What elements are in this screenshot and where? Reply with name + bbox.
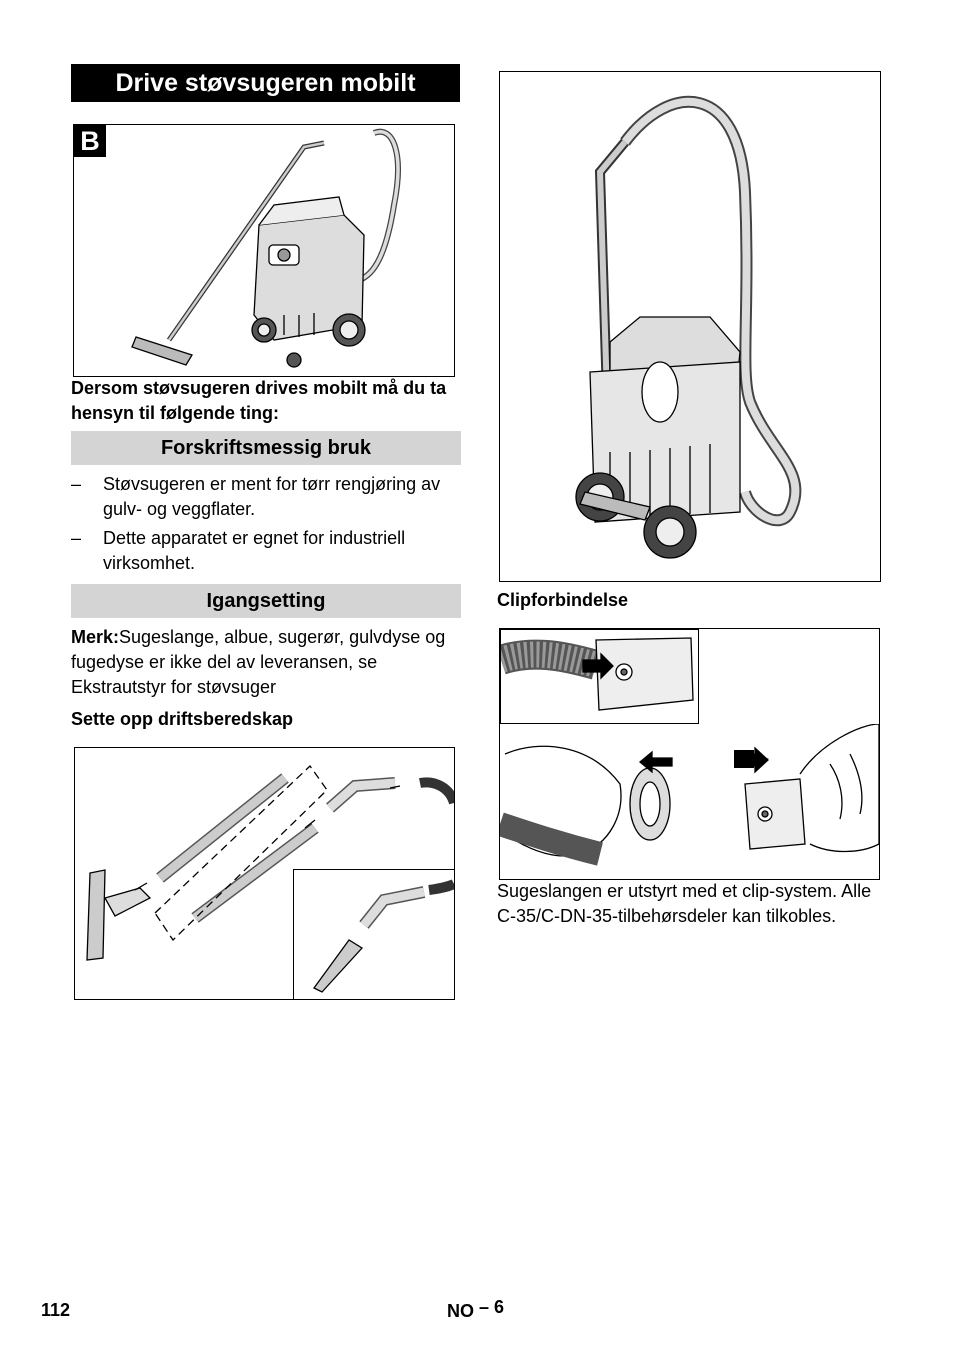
intro-text: Dersom støvsugeren drives mobilt må du ta hensyn til følgende ting:	[71, 378, 447, 423]
footer-lang: NO	[447, 1301, 474, 1321]
clip-heading: Clipforbindelse	[497, 590, 629, 610]
list-dash: –	[71, 528, 82, 548]
note-paragraph	[71, 625, 461, 700]
setup-subheading: Sette opp driftsberedskap	[71, 709, 294, 729]
clip-detail-illustration	[501, 630, 698, 723]
list-item	[71, 472, 461, 522]
clip-paragraph: Sugeslangen er utstyrt med et clip-system. Alle C-35/C-DN-35-tilbehørsdeler kan tilkobles.	[497, 881, 872, 926]
list-text: Støvsugeren er ment for tørr rengjøring av gulv- og veggflater.	[103, 474, 441, 519]
figure-b	[73, 124, 455, 377]
note-label: Merk:	[71, 627, 120, 647]
assembly-figure	[74, 747, 455, 1000]
list-dash: –	[71, 474, 82, 494]
vacuum-cleaner-illustration	[74, 125, 454, 376]
clip-figure	[499, 628, 880, 880]
list-item	[71, 526, 461, 576]
page-number: 112	[41, 1300, 71, 1320]
section-title: Drive støvsugeren mobilt	[71, 64, 460, 102]
vacuum-front-figure	[499, 71, 881, 582]
footer-lang-section	[447, 1296, 505, 1321]
vacuum-front-illustration	[500, 72, 880, 581]
forskrift-heading: Forskriftsmessig bruk	[71, 431, 461, 465]
figure-b-label: B	[74, 125, 106, 157]
list-text: Dette apparatet er egnet for industriell virksomhet.	[103, 528, 406, 573]
note-text: Sugeslange, albue, sugerør, gulvdyse og fugedyse er ikke del av leveransen, se Ekstrautstyr for støvsuger	[71, 627, 446, 697]
igang-heading: Igangsetting	[71, 584, 461, 618]
clip-connection-illustration	[500, 724, 879, 879]
assembly-inset	[293, 869, 455, 1000]
footer-dash: –	[479, 1297, 490, 1317]
clip-inset	[500, 629, 699, 724]
footer-section-page: 6	[494, 1297, 505, 1317]
crevice-tool-illustration	[294, 870, 454, 999]
